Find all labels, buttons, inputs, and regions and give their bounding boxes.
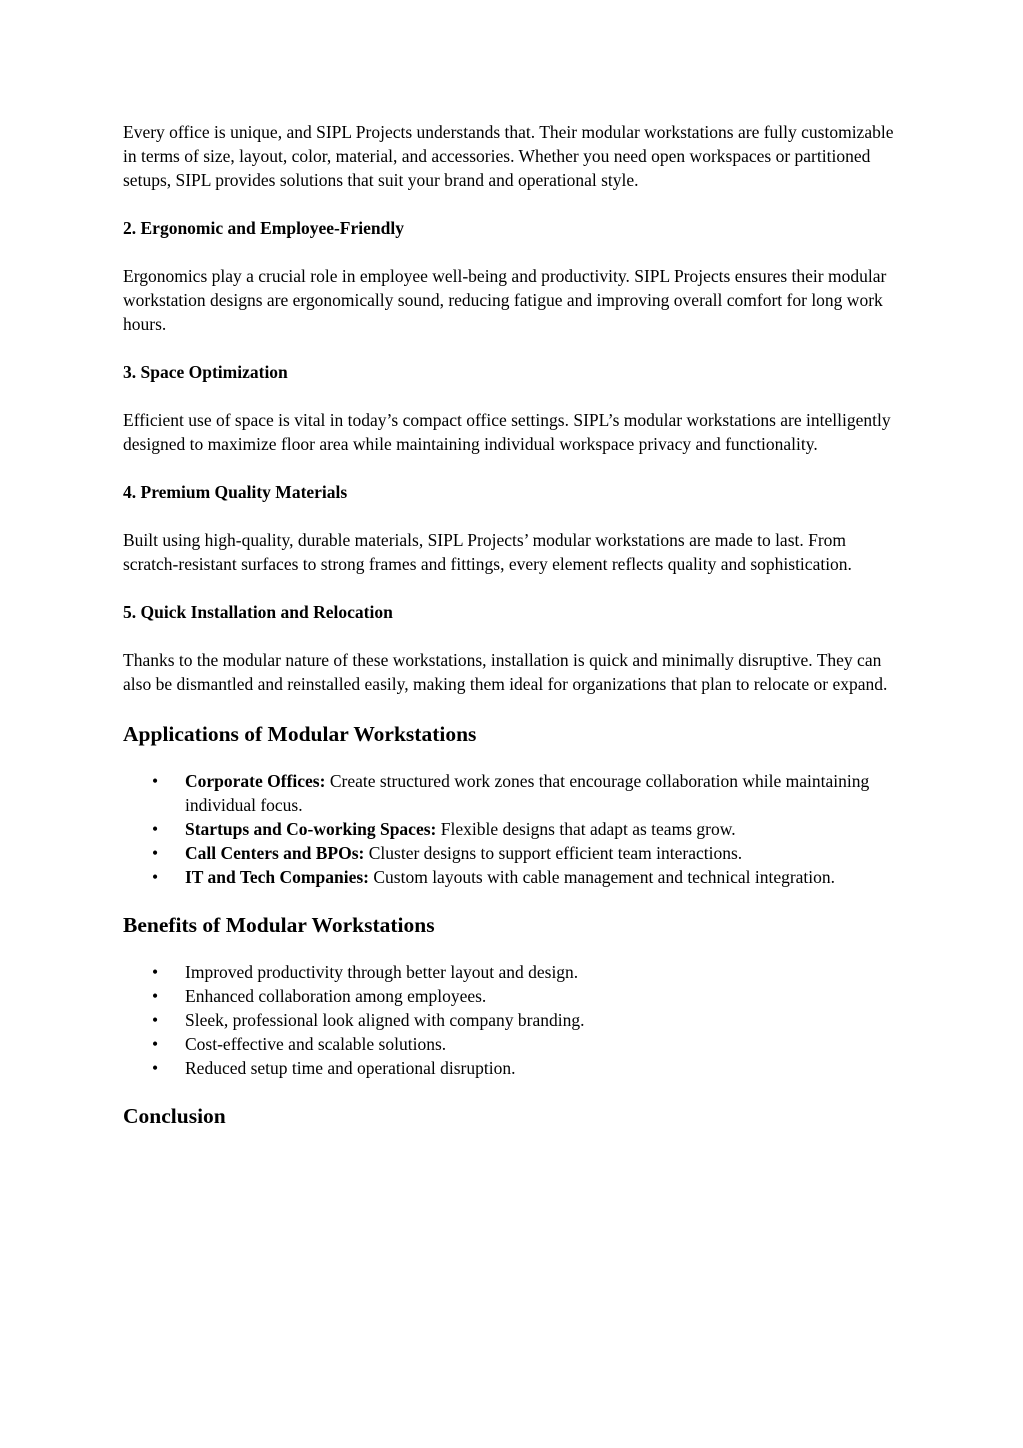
list-item — [123, 1032, 903, 1056]
applications-heading: Applications of Modular Workstations — [123, 722, 477, 746]
benefits-heading: Benefits of Modular Workstations — [123, 913, 435, 937]
list-item-text: Flexible designs that adapt as teams grow. — [436, 819, 736, 839]
list-item-text: Enhanced collaboration among employees. — [185, 986, 487, 1006]
section-heading-ergonomic: 2. Ergonomic and Employee-Friendly — [123, 218, 404, 238]
bullet-icon: • — [152, 986, 159, 1006]
bullet-icon: • — [152, 843, 159, 863]
bullet-icon: • — [152, 962, 159, 982]
conclusion-heading: Conclusion — [123, 1104, 226, 1128]
list-item — [123, 984, 903, 1008]
document-page — [123, 120, 903, 1151]
section-heading-materials: 4. Premium Quality Materials — [123, 482, 348, 502]
list-item — [123, 1056, 903, 1080]
list-item-lead: IT and Tech Companies: — [185, 867, 369, 887]
list-item-text: Create structured work zones that encourage collaboration while maintaining individual focus. — [185, 771, 870, 815]
list-item — [123, 960, 903, 984]
applications-list — [123, 769, 903, 889]
list-item — [123, 1008, 903, 1032]
list-item-lead: Corporate Offices: — [185, 771, 326, 791]
list-item-lead: Startups and Co-working Spaces: — [185, 819, 437, 839]
list-item — [123, 817, 903, 841]
bullet-icon: • — [152, 1034, 159, 1054]
list-item-text: Sleek, professional look aligned with company branding. — [185, 1010, 585, 1030]
list-item-text: Reduced setup time and operational disruption. — [185, 1058, 516, 1078]
list-item-text: Cluster designs to support efficient team interactions. — [364, 843, 743, 863]
bullet-icon: • — [152, 1058, 159, 1078]
section-text-materials: Built using high-quality, durable materials, SIPL Projects’ modular workstations are made to last. From scratch-resistant surfaces to strong frames and fittings, every element reflects quality and sophistication. — [123, 530, 852, 574]
benefits-list — [123, 960, 903, 1080]
section-text-ergonomic: Ergonomics play a crucial role in employee well-being and productivity. SIPL Projects ensures their modular workstation designs are ergonomically sound, reducing fatigue and improving overall comfort for long work hours. — [123, 266, 887, 334]
bullet-icon: • — [152, 867, 159, 887]
section-text-space: Efficient use of space is vital in today’s compact office settings. SIPL’s modular workstations are intelligently designed to maximize floor area while maintaining individual workspace privacy and functionality. — [123, 410, 891, 454]
section-text-installation: Thanks to the modular nature of these workstations, installation is quick and minimally disruptive. They can also be dismantled and reinstalled easily, making them ideal for organizations that plan to relocate or expand. — [123, 650, 888, 694]
bullet-icon: • — [152, 819, 159, 839]
section-heading-installation: 5. Quick Installation and Relocation — [123, 602, 393, 622]
list-item — [123, 769, 903, 817]
list-item-lead: Call Centers and BPOs: — [185, 843, 365, 863]
section-heading-space: 3. Space Optimization — [123, 362, 288, 382]
list-item — [123, 841, 903, 865]
list-item-text: Cost-effective and scalable solutions. — [185, 1034, 447, 1054]
bullet-icon: • — [152, 771, 159, 791]
list-item-text: Custom layouts with cable management and technical integration. — [368, 867, 836, 887]
bullet-icon: • — [152, 1010, 159, 1030]
intro-paragraph: Every office is unique, and SIPL Projects understands that. Their modular workstations are fully customizable in terms of size, layout, color, material, and accessories. Whether you need open workspaces or partitioned setups, SIPL provides solutions that suit your brand and operational style. — [123, 122, 894, 190]
list-item — [123, 865, 903, 889]
list-item-text: Improved productivity through better layout and design. — [185, 962, 579, 982]
